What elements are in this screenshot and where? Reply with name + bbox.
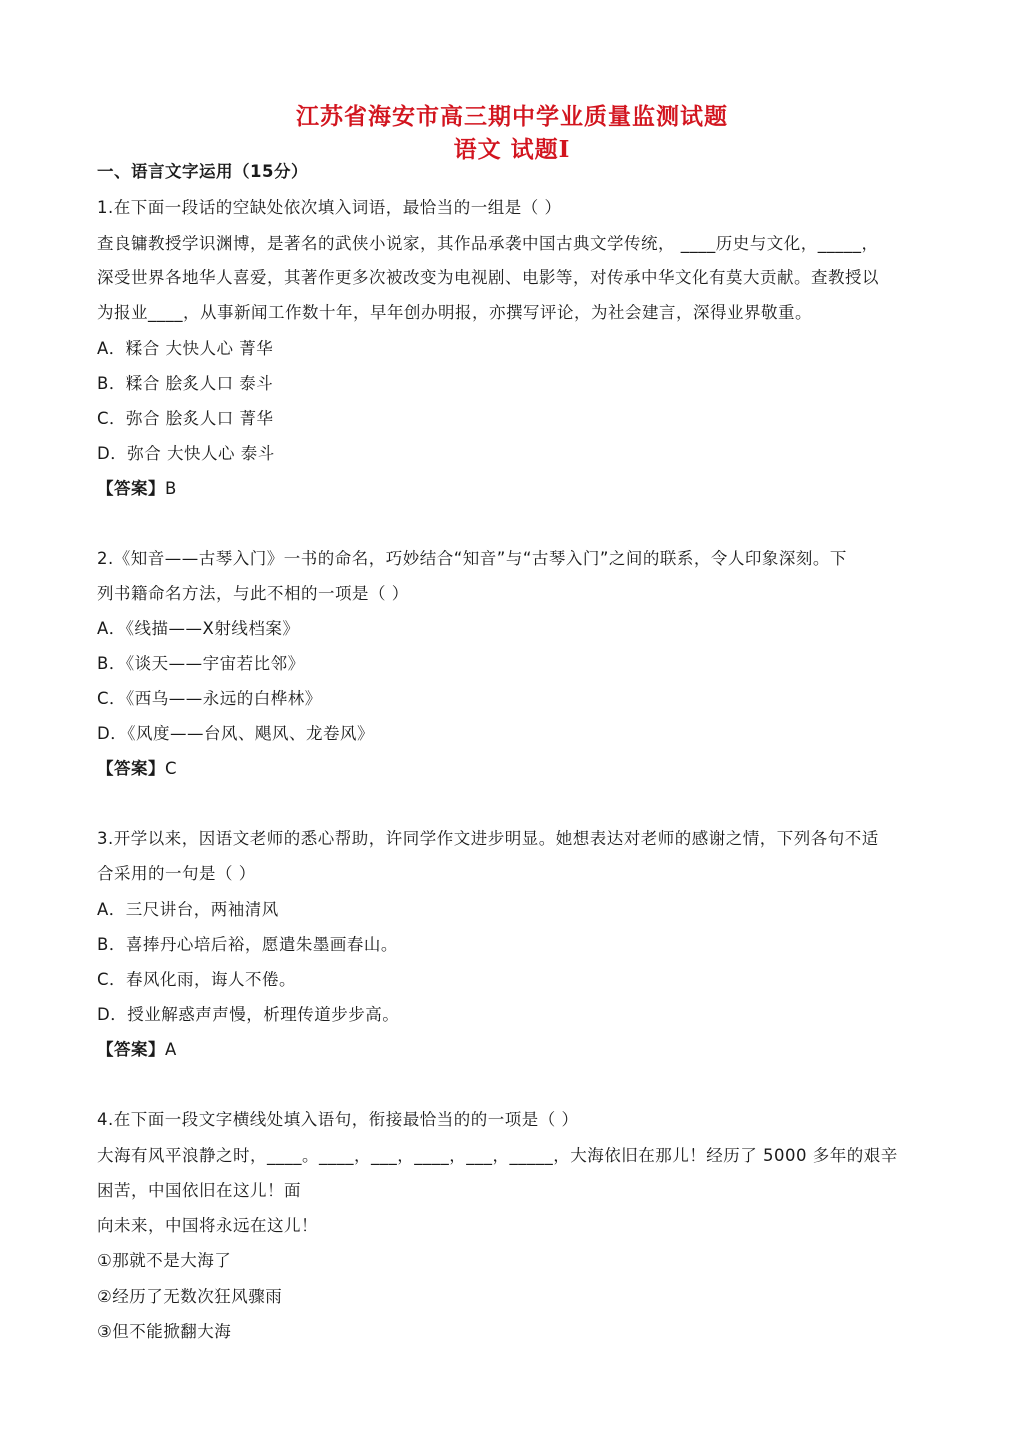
question-2-option-b: B．《谈天——宇宙若比邻》 xyxy=(97,654,305,673)
document-title: 江苏省海安市高三期中学业质量监测试题 xyxy=(296,103,728,130)
section-heading: 一、语言文字运用（15分） xyxy=(97,162,308,181)
question-3-option-d: D．授业解惑声声慢，析理传道步步高。 xyxy=(97,1005,400,1024)
question-1-option-a: A．糅合 大快人心 菁华 xyxy=(97,339,274,358)
question-2-stem: 2.《知音——古琴入门》一书的命名，巧妙结合“知音”与“古琴入门”之间的联系，令人印象深刻。下 xyxy=(97,549,847,568)
question-4-passage-line: 困苦，中国依旧在这儿！面 xyxy=(97,1181,301,1200)
answer-value: B xyxy=(165,479,177,498)
question-2-stem-line: 列书籍命名方法，与此不相的一项是（ ） xyxy=(97,584,409,603)
question-4-item-2: ②经历了无数次狂风骤雨 xyxy=(97,1287,283,1306)
question-1-option-c: C．弥合 脍炙人口 菁华 xyxy=(97,409,274,428)
question-1-passage-line: 为报业____，从事新闻工作数十年，早年创办明报，亦撰写评论，为社会建言，深得业界敬重。 xyxy=(97,303,812,322)
question-3-stem: 3.开学以来，因语文老师的悉心帮助，许同学作文进步明显。她想表达对老师的感谢之情，下列各句不适 xyxy=(97,829,879,848)
answer-value: A xyxy=(165,1040,177,1059)
question-3-option-a: A．三尺讲台，两袖清风 xyxy=(97,900,279,919)
question-3-stem-line: 合采用的一句是（ ） xyxy=(97,864,256,883)
question-2-option-c: C．《西乌——永远的白桦林》 xyxy=(97,689,322,708)
question-1-option-b: B．糅合 脍炙人口 泰斗 xyxy=(97,374,274,393)
question-2-answer xyxy=(97,758,177,780)
question-2-option-a: A．《线描——X射线档案》 xyxy=(97,619,300,638)
question-1-stem: 1.在下面一段话的空缺处依次填入词语，最恰当的一组是（ ） xyxy=(97,198,562,217)
question-2-option-d: D．《风度——台风、飓风、龙卷风》 xyxy=(97,724,374,743)
question-1-passage-line: 深受世界各地华人喜爱，其著作更多次被改变为电视剧、电影等，对传承中华文化有莫大贡献。查教授以 xyxy=(97,268,879,287)
question-4-stem: 4.在下面一段文字横线处填入语句，衔接最恰当的的一项是（ ） xyxy=(97,1110,579,1129)
question-4-passage-line: 向未来，中国将永远在这儿！ xyxy=(97,1216,318,1235)
question-4-item-1: ①那就不是大海了 xyxy=(97,1251,232,1270)
question-1-passage-line: 查良镛教授学识渊博，是著名的武侠小说家，其作品承袭中国古典文学传统， ____历史与文化，_____， xyxy=(97,234,879,253)
answer-label: 【答案】 xyxy=(97,759,165,778)
answer-label: 【答案】 xyxy=(97,1040,165,1059)
question-3-option-c: C．春风化雨，诲人不倦。 xyxy=(97,970,297,989)
question-3-answer xyxy=(97,1039,177,1061)
question-3-option-b: B．喜捧丹心培后裕，愿遣朱墨画春山。 xyxy=(97,935,398,954)
question-4-item-3: ③但不能掀翻大海 xyxy=(97,1322,232,1341)
question-4-passage-line: 大海有风平浪静之时，____。____，___，____，___，_____，大海依旧在那儿！经历了 5000 多年的艰辛 xyxy=(97,1146,898,1165)
question-1-answer xyxy=(97,478,177,500)
question-1-option-d: D．弥合 大快人心 泰斗 xyxy=(97,444,275,463)
document-subtitle: 语文 试题Ⅰ xyxy=(453,136,571,163)
answer-label: 【答案】 xyxy=(97,479,165,498)
answer-value: C xyxy=(165,759,178,778)
